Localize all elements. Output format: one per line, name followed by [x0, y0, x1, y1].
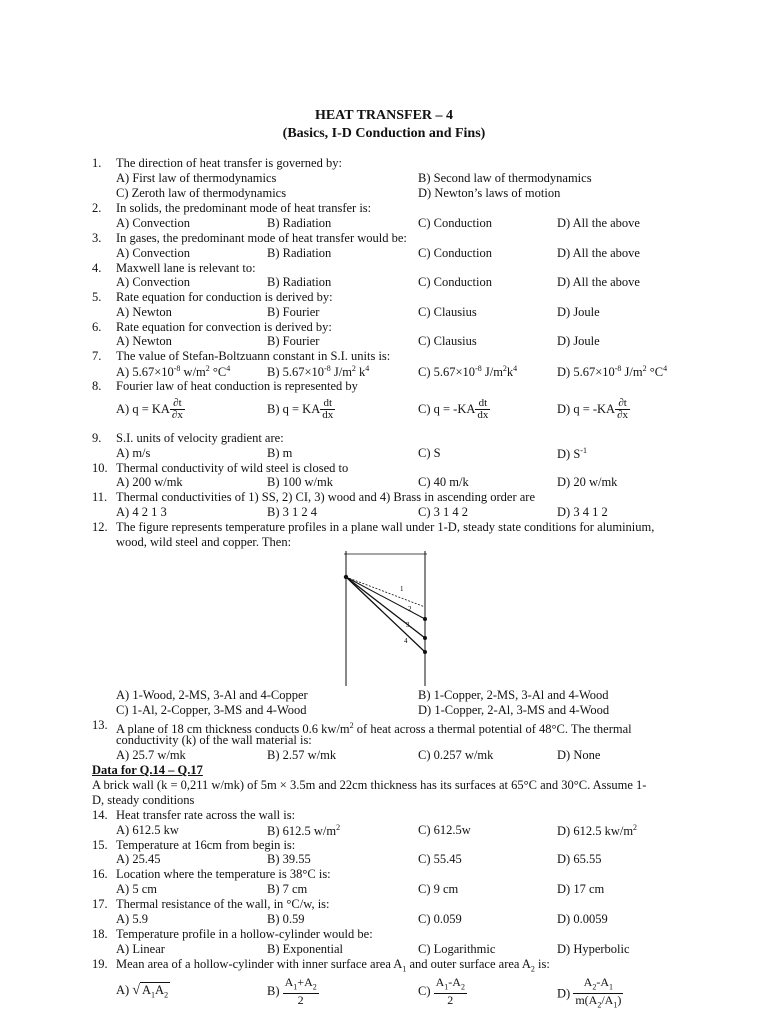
option-c: C) Conduction — [418, 216, 492, 230]
question-text: Thermal conductivities of 1) SS, 2) CI, 3) wood and 4) Brass in ascending order are — [116, 490, 535, 504]
option-c: C) Zeroth law of thermodynamics — [116, 186, 287, 200]
option-c: C) 0.059 — [418, 912, 462, 926]
profile-end-point-4 — [423, 650, 427, 654]
option-d: D) 65.55 — [557, 852, 602, 866]
option-d: D) Joule — [557, 305, 600, 319]
profile-line-3 — [346, 577, 425, 638]
fraction: $\frac{A_1-A_2}{2}$ — [435, 975, 465, 1008]
option-a: A) Convection — [116, 275, 190, 289]
option-a: A) First law of thermodynamics — [116, 171, 277, 185]
profile-label-2: 2 — [408, 605, 412, 613]
question-text-cont: wood, wild steel and copper. Then: — [116, 535, 292, 549]
option-d: D) All the above — [557, 216, 640, 230]
option-b: B) Radiation — [267, 246, 332, 260]
profile-label-1: 1 — [400, 585, 404, 593]
question-number: 12. — [92, 520, 108, 534]
option-a: A) 4 2 1 3 — [116, 505, 167, 519]
option-b: B) 7 cm — [267, 882, 308, 896]
option-b: B) Fourier — [267, 334, 320, 348]
question-text: Mean area of a hollow-cylinder with inner surface area $A_1$ and outer surface area $A_2$ is: — [116, 957, 550, 974]
question-number: 1. — [92, 156, 102, 170]
option-c: C) 9 cm — [418, 882, 459, 896]
question-text: The value of Stefan-Boltzuann constant in S.I. units is: — [116, 349, 391, 363]
option-b: B) Fourier — [267, 305, 320, 319]
option-d: D) q = -KA $\frac{\partial t}{\partial x}$ — [557, 397, 629, 421]
option-b: B) 39.55 — [267, 852, 311, 866]
option-a: A) 25.7 w/mk — [116, 748, 186, 762]
question-text: A plane of 18 cm thickness conducts 0.6 $kw/m^2$ of heat across a thermal potential of 48°C. The thermal — [116, 721, 632, 737]
option-a: A) Convection — [116, 246, 190, 260]
option-c: C) Logarithmic — [418, 942, 496, 956]
option-b: B) q = KA $\frac{dt}{dx}$ — [267, 397, 334, 421]
question-text: Fourier law of heat conduction is represented by — [116, 379, 358, 393]
fraction: $\frac{\partial t}{\partial x}$ — [617, 397, 629, 421]
option-c: C) Conduction — [418, 275, 492, 289]
option-a: A) 200 w/mk — [116, 475, 183, 489]
fraction: $\frac{dt}{dx}$ — [477, 397, 489, 421]
profile-label-4: 4 — [404, 637, 408, 645]
question-number: 15. — [92, 838, 108, 852]
question-number: 2. — [92, 201, 102, 215]
option-d: D) 17 cm — [557, 882, 605, 896]
profile-line-4 — [346, 577, 425, 652]
option-b: B) 612.5 $w/m^2$ — [267, 823, 341, 839]
question-text: Heat transfer rate across the wall is: — [116, 808, 296, 822]
option-c: C) 1-Al, 2-Copper, 3-MS and 4-Wood — [116, 703, 307, 717]
data-section-text: A brick wall (k = 0,211 w/mk) of 5m × 3.5m and 22cm thickness has its surfaces at 65°C and 30°C. Assume 1- — [92, 778, 647, 792]
fraction: $\frac{A_1+A_2}{2}$ — [284, 975, 317, 1008]
option-a: A) Newton — [116, 334, 172, 348]
option-d: D) None — [557, 748, 601, 762]
question-text: Rate equation for convection is derived by: — [116, 320, 332, 334]
option-c: C) q = -KA $\frac{dt}{dx}$ — [418, 397, 489, 421]
temperature-profile-figure — [338, 551, 433, 686]
option-c: C) 612.5w — [418, 823, 471, 837]
option-b: B) Radiation — [267, 275, 332, 289]
question-number: 13. — [92, 718, 108, 732]
option-b: B) m — [267, 446, 293, 460]
question-number: 9. — [92, 431, 102, 445]
option-a: A) Convection — [116, 216, 190, 230]
option-c: C) $\frac{A_1-A_2}{2}$ — [418, 975, 465, 1008]
page-subtitle: (Basics, I-D Conduction and Fins) — [282, 126, 486, 141]
question-number: 10. — [92, 461, 108, 475]
option-d: D) 1-Copper, 2-Al, 3-MS and 4-Wood — [418, 703, 610, 717]
profile-line-1 — [346, 577, 425, 607]
profile-line-2 — [346, 577, 425, 619]
question-number: 3. — [92, 231, 102, 245]
option-a: A) m/s — [116, 446, 151, 460]
question-text: Maxwell lane is relevant to: — [116, 261, 256, 275]
question-text: Thermal conductivity of wild steel is closed to — [116, 461, 349, 475]
option-b: B) $\frac{A_1+A_2}{2}$ — [267, 975, 317, 1008]
question-text: Temperature at 16cm from begin is: — [116, 838, 296, 852]
option-a: A) $5.67\times 10^{-8}$ $w/m^2$ $^\circ C^4$ — [116, 364, 231, 380]
option-a: A) 5.9 — [116, 912, 148, 926]
option-a: A) 1-Wood, 2-MS, 3-Al and 4-Copper — [116, 688, 308, 702]
option-b: B) 1-Copper, 2-MS, 3-Al and 4-Wood — [418, 688, 609, 702]
question-text: Thermal resistance of the wall, in °C/w, is: — [116, 897, 330, 911]
option-d: D) Joule — [557, 334, 600, 348]
option-d: D) 3 4 1 2 — [557, 505, 608, 519]
option-d: D) 0.0059 — [557, 912, 608, 926]
profile-label-3: 3 — [406, 621, 410, 629]
option-a: A) q = KA $\frac{\partial t}{\partial x}$ — [116, 397, 183, 421]
option-c: C) 40 m/k — [418, 475, 469, 489]
option-c: C) 0.257 w/mk — [418, 748, 494, 762]
question-number: 11. — [92, 490, 108, 504]
option-a: A) Newton — [116, 305, 172, 319]
option-a: A) 5 cm — [116, 882, 157, 896]
question-text: S.I. units of velocity gradient are: — [116, 431, 284, 445]
sqrt-icon: √ — [132, 983, 141, 998]
fraction: $\frac{\partial t}{\partial x}$ — [171, 397, 183, 421]
option-c: C) S — [418, 446, 441, 460]
fraction: $\frac{A_2-A_1}{m(A_2/A_1)}$ — [575, 975, 622, 1010]
option-a: A) 612.5 kw — [116, 823, 179, 837]
question-text: Location where the temperature is 38°C is: — [116, 867, 331, 881]
data-section-text-cont: D, steady conditions — [92, 793, 195, 807]
question-number: 8. — [92, 379, 102, 393]
option-d: D) Newton’s laws of motion — [418, 186, 561, 200]
page-title: HEAT TRANSFER – 4 — [314, 108, 454, 123]
question-text: The direction of heat transfer is governed by: — [116, 156, 342, 170]
option-b: B) Radiation — [267, 216, 332, 230]
question-text-cont: conductivity (k) of the wall material is: — [116, 733, 312, 747]
question-text: In solids, the predominant mode of heat transfer is: — [116, 201, 372, 215]
option-b: B) 100 w/mk — [267, 475, 333, 489]
question-number: 16. — [92, 867, 108, 881]
data-section-header: Data for Q.14 – Q.17 — [92, 763, 203, 777]
option-d: D) 612.5 $kw/m^2$ — [557, 823, 638, 839]
option-a: A) 25.45 — [116, 852, 161, 866]
option-b: B) 3 1 2 4 — [267, 505, 317, 519]
option-c: C) 3 1 4 2 — [418, 505, 468, 519]
option-c: C) Clausius — [418, 305, 477, 319]
option-d: D) $\frac{A_2-A_1}{m(A_2/A_1)}$ — [557, 975, 622, 1010]
option-d: D) $5.67\times 10^{-8}$ $J/m^2$ $^\circ C^4$ — [557, 364, 668, 380]
option-a: A) Linear — [116, 942, 165, 956]
question-number: 18. — [92, 927, 108, 941]
profile-end-point-2 — [423, 617, 427, 621]
option-d: D) Hyperbolic — [557, 942, 630, 956]
question-number: 17. — [92, 897, 108, 911]
option-c: C) Clausius — [418, 334, 477, 348]
question-number: 4. — [92, 261, 102, 275]
profile-end-point-3 — [423, 636, 427, 640]
question-number: 19. — [92, 957, 108, 971]
question-number: 7. — [92, 349, 102, 363]
option-b: B) $5.67\times 10^{-8}$ $J/m^2$ $k^4$ — [267, 364, 370, 380]
question-text: The figure represents temperature profiles in a plane wall under 1-D, steady state conditions for aluminium, — [116, 520, 655, 534]
question-number: 6. — [92, 320, 102, 334]
option-b: B) 2.57 w/mk — [267, 748, 337, 762]
option-c: C) $5.67\times 10^{-8}$ $J/m^2k^4$ — [418, 364, 518, 380]
question-number: 5. — [92, 290, 102, 304]
option-d: D) 20 w/mk — [557, 475, 618, 489]
option-d: D) All the above — [557, 275, 640, 289]
option-b: B) 0.59 — [267, 912, 305, 926]
question-text: Rate equation for conduction is derived by: — [116, 290, 333, 304]
option-c: C) 55.45 — [418, 852, 462, 866]
option-d: D) All the above — [557, 246, 640, 260]
option-d: D) $S^{-1}$ — [557, 446, 587, 462]
question-text: In gases, the predominant mode of heat transfer would be: — [116, 231, 407, 245]
question-text: Temperature profile in a hollow-cylinder would be: — [116, 927, 373, 941]
option-b: B) Exponential — [267, 942, 344, 956]
option-a: A) √ $A_1A_2$ — [116, 983, 169, 1000]
option-b: B) Second law of thermodynamics — [418, 171, 592, 185]
fraction: $\frac{dt}{dx}$ — [322, 397, 334, 421]
question-number: 14. — [92, 808, 108, 822]
option-c: C) Conduction — [418, 246, 492, 260]
